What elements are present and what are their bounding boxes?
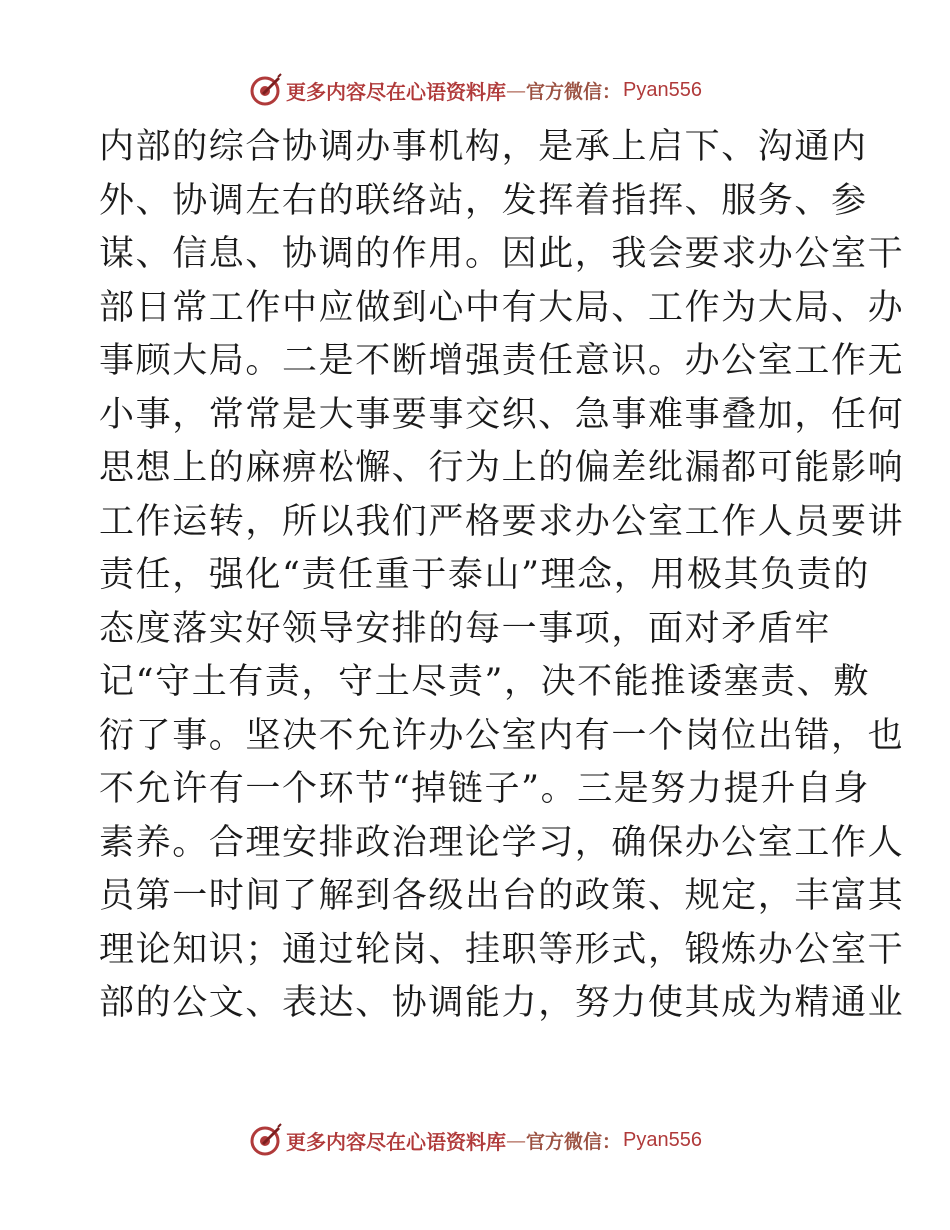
quill-pen-logo-icon [248,73,282,107]
text-line: 事顾大局。二是不断增强责任意识。办公室工作无 [99,341,905,381]
text-line: 衍了事。坚决不允许办公室内有一个岗位出错，也 [99,715,905,756]
wechat-label: 官方微信： [526,80,622,103]
promo-text: 更多内容尽在心语资料库 [286,79,506,104]
footer-watermark-banner [0,1120,950,1160]
text-line: 理论知识；通过轮岗、挂职等形式，锻炼办公室干 [99,929,905,970]
text-line: 谋、信息、协调的作用。因此，我会要求办公室干 [99,234,905,274]
text-line: 小事，常常是大事要事交织、急事难事叠加，任何 [99,394,905,435]
text-line: 思想上的麻痹松懈、行为上的偏差纰漏都可能影响 [99,448,905,488]
promo-text: 更多内容尽在心语资料库 [286,1129,506,1154]
quill-pen-logo-icon [248,1123,282,1157]
text-line: 部日常工作中应做到心中有大局、工作为大局、办 [99,287,905,328]
text-line: 记“守土有责，守土尽责”，决不能推诿塞责、敷 [99,662,870,702]
header-watermark-banner [0,70,950,110]
text-line: 态度落实好领导安排的每一事项，面对矛盾牢 [99,608,832,649]
text-line: 责任，强化“责任重于泰山”理念，用极其负责的 [99,555,870,595]
text-line: 部的公文、表达、协调能力，努力使其成为精通业 [99,983,905,1023]
body-paragraph [99,121,905,1031]
text-line: 外、协调左右的联络站，发挥着指挥、服务、参 [99,180,868,221]
text-line: 内部的综合协调办事机构，是承上启下、沟通内 [99,127,868,167]
wechat-id: Pyan556 [623,78,702,101]
banner-separator: — [506,1128,526,1152]
text-line: 员第一时间了解到各级出台的政策、规定，丰富其 [99,876,905,916]
text-line: 工作运转，所以我们严格要求办公室工作人员要讲 [99,501,905,542]
banner-separator: — [506,78,526,102]
text-line: 素养。合理安排政治理论学习，确保办公室工作人 [99,822,905,863]
wechat-label: 官方微信： [526,1130,622,1153]
wechat-id: Pyan556 [623,1128,702,1151]
text-line: 不允许有一个环节“掉链子”。三是努力提升自身 [99,769,870,809]
